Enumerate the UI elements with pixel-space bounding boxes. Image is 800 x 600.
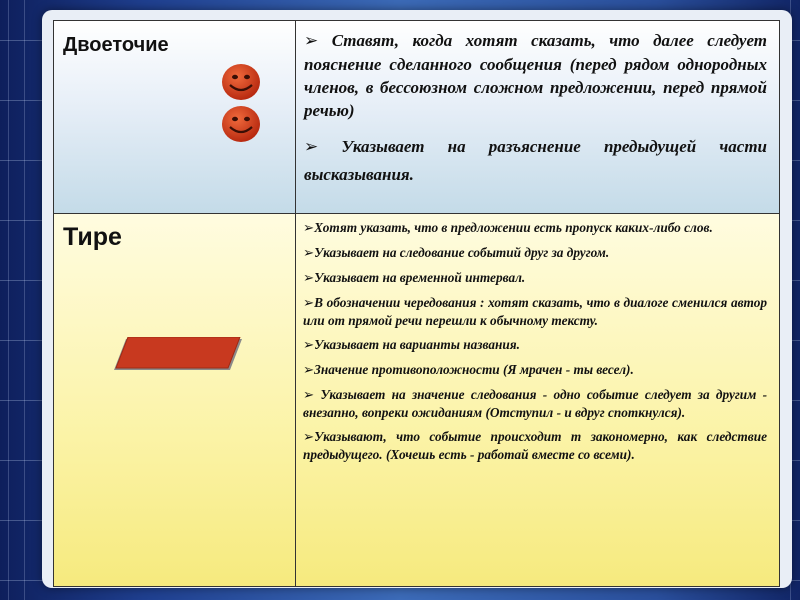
- smiley-face-icon: [221, 105, 261, 143]
- list-item: ➢ Указывает на значение следования - одно событие следует за другим - внезапно, вопреки ожиданиям (Отступил - и вдруг споткнулся).: [303, 387, 767, 420]
- term-dash: Тире: [63, 223, 122, 251]
- list-item: ➢Указывает на следование событий друг за другом.: [303, 245, 610, 261]
- list-item: ➢Указывает на временной интервал.: [303, 270, 526, 286]
- punctuation-table: [53, 20, 780, 587]
- term-cell-dash: [54, 214, 296, 586]
- list-item: ➢Указывают, что событие происходит т закономерно, как следствие предыдущего. (Хочешь есть - работай вместе со всеми).: [303, 429, 767, 462]
- uses-cell-colon: [296, 21, 779, 213]
- list-item: ➢Хотят указать, что в предложении есть пропуск каких-либо слов.: [303, 220, 713, 236]
- smiley-face-icon: [221, 63, 261, 101]
- list-item: ➢ Указывает на разъяснение предыдущей части высказывания.: [304, 137, 768, 184]
- dash-uses-text: [303, 219, 767, 470]
- table-row-dash: [54, 214, 779, 586]
- uses-cell-dash: [296, 214, 779, 586]
- list-item: ➢ Ставят, когда хотят сказать, что далее следует пояснение сделанного сообщения (перед рядом однородных членов, в бессоюзном сложном предложении, перед прямой речью): [304, 31, 767, 120]
- dash-parallelogram-icon: [114, 337, 244, 375]
- list-item: ➢Указывает на варианты названия.: [303, 337, 520, 353]
- list-item: ➢В обозначении чередования : хотят сказать, что в диалоге сменился автор или от прямой речи перешли к обычному тексту.: [303, 295, 767, 328]
- colon-uses-text: [304, 29, 767, 189]
- term-colon: Двоеточие: [63, 34, 169, 56]
- list-item: ➢Значение противоположности (Я мрачен - ты весел).: [303, 362, 634, 378]
